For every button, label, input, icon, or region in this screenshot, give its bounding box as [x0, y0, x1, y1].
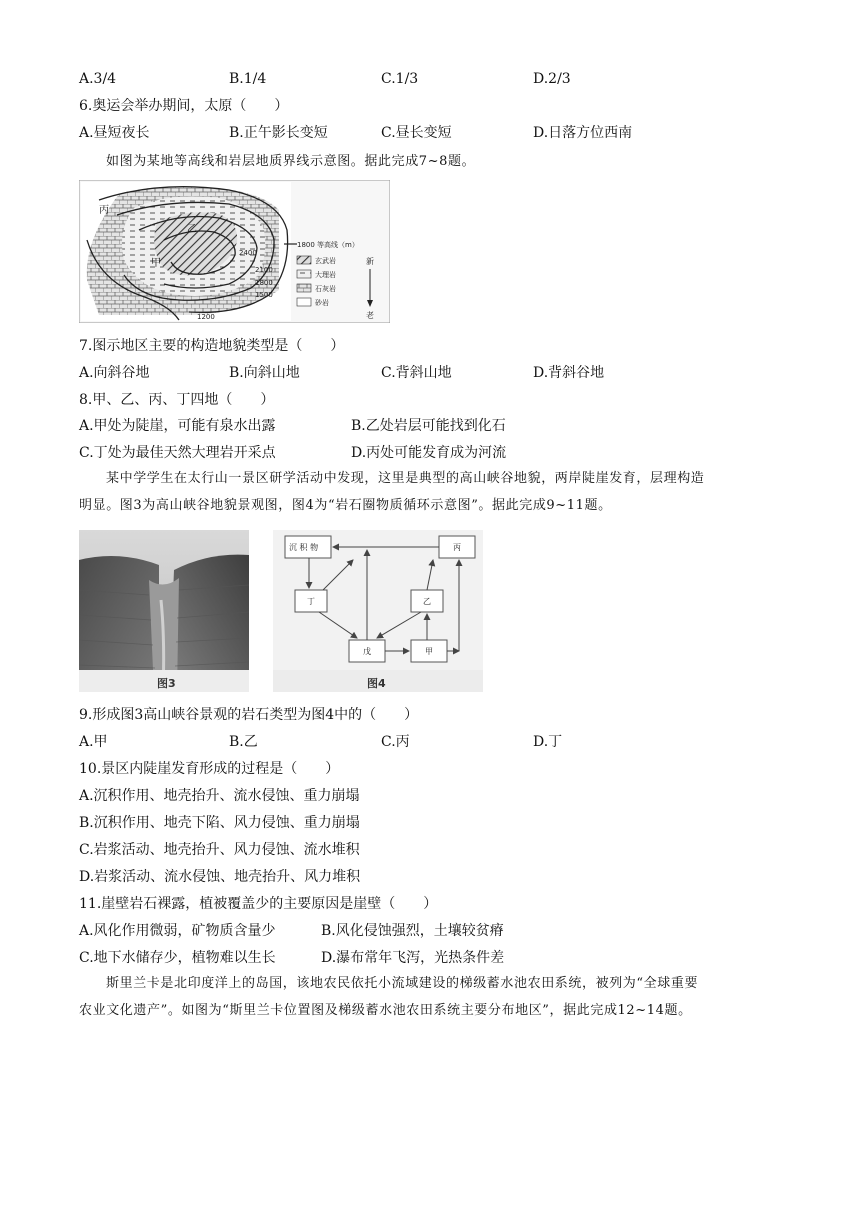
figure-4-rock-cycle — [273, 530, 483, 692]
q7-option-a: A.向斜谷地 — [79, 365, 150, 381]
q6-option-a: A.昼短夜长 — [79, 125, 150, 141]
q6-option-c: C.昼长变短 — [381, 125, 452, 141]
box-bing-label: 丙 — [453, 543, 461, 552]
q10-option-a: A.沉积作用、地壳抬升、流水侵蚀、重力崩塌 — [79, 788, 360, 804]
q7-option-c: C.背斜山地 — [381, 365, 452, 381]
q8-stem: 8.甲、乙、丙、丁四地（ ） — [79, 392, 275, 408]
q7-option-b: B.向斜山地 — [229, 365, 300, 381]
q10-option-c: C.岩浆活动、地壳抬升、风力侵蚀、流水堆积 — [79, 842, 360, 858]
canyon-photo — [79, 530, 249, 692]
q6-stem: 6.奥运会举办期间，太原（ ） — [79, 98, 289, 114]
legend-basalt: 玄武岩 — [315, 257, 336, 265]
contour-label-1800: 1800 — [255, 279, 273, 287]
map-label-yi: 乙 — [187, 224, 197, 235]
q8-option-a: A.甲处为陡崖，可能有泉水出露 — [79, 418, 276, 434]
box-yi-label: 乙 — [423, 597, 431, 606]
q10-option-d: D.岩浆活动、流水侵蚀、地壳抬升、风力堆积 — [79, 869, 361, 885]
intro-9-11-line1: 某中学学生在太行山一景区研学活动中发现，这里是典型的高山峡谷地貌，两岸陡崖发育，层理构造 — [106, 471, 705, 486]
q11-option-c: C.地下水储存少，植物难以生长 — [79, 950, 276, 966]
box-wu-label: 戊 — [363, 647, 371, 656]
q11-option-d: D.瀑布常年飞泻，光热条件差 — [321, 950, 505, 966]
box-ding-label: 丁 — [307, 597, 315, 606]
figure-3-caption: 图3 — [157, 677, 176, 690]
contour-label-2100: 2100 — [255, 266, 273, 274]
q8-option-c: C.丁处为最佳天然大理岩开采点 — [79, 445, 276, 461]
q9-option-c: C.丙 — [381, 734, 410, 750]
legend-sandstone: 砂岩 — [315, 299, 329, 307]
intro-7-8: 如图为某地等高线和岩层地质界线示意图。据此完成7~8题。 — [106, 154, 476, 169]
box-jia-label: 甲 — [425, 647, 433, 656]
q10-option-b: B.沉积作用、地壳下陷、风力侵蚀、重力崩塌 — [79, 815, 360, 831]
q8-option-b: B.乙处岩层可能找到化石 — [351, 418, 506, 434]
contour-geology-svg — [79, 180, 390, 323]
q11-stem: 11.崖壁岩石裸露，植被覆盖少的主要原因是崖壁（ ） — [79, 896, 438, 912]
figure-3 — [79, 530, 249, 692]
q5-option-d: D.2/3 — [533, 71, 571, 87]
legend-contour: 1800 等高线（m） — [297, 241, 359, 249]
q5-option-c: C.1/3 — [381, 71, 419, 87]
q11-option-a: A.风化作用微弱，矿物质含量少 — [79, 923, 276, 939]
contour-label-2400: 2400 — [239, 249, 257, 257]
q6-option-b: B.正午影长变短 — [229, 125, 328, 141]
intro-9-11-line2: 明显。图3为高山峡谷地貌景观图，图4为“岩石圈物质循环示意图”。据此完成9~11题。 — [79, 498, 612, 513]
q6-option-d: D.日落方位西南 — [533, 125, 633, 141]
legend-age-old: 老 — [366, 311, 374, 320]
q9-stem: 9.形成图3高山峡谷景观的岩石类型为图4中的（ ） — [79, 707, 419, 723]
map-label-jia: 甲 — [151, 258, 161, 269]
legend-limestone: 石灰岩 — [315, 285, 336, 293]
box-sediment-label: 沉 积 物 — [289, 543, 319, 552]
q8-option-d: D.丙处可能发育成为河流 — [351, 445, 507, 461]
q10-stem: 10.景区内陡崖发育形成的过程是（ ） — [79, 761, 340, 777]
rock-cycle-svg — [273, 530, 483, 692]
map-label-bing: 丙 — [99, 205, 109, 216]
q9-option-d: D.丁 — [533, 734, 563, 750]
q7-option-d: D.背斜谷地 — [533, 365, 605, 381]
q7-stem: 7.图示地区主要的构造地貌类型是（ ） — [79, 338, 345, 354]
q5-option-b: B.1/4 — [229, 71, 267, 87]
q5-option-a: A.3/4 — [79, 71, 117, 87]
figure-4-caption: 图4 — [367, 677, 386, 690]
q11-option-b: B.风化侵蚀强烈，土壤较贫瘠 — [321, 923, 504, 939]
q9-option-a: A.甲 — [79, 734, 108, 750]
q9-option-b: B.乙 — [229, 734, 258, 750]
contour-label-1500: 1500 — [255, 291, 273, 299]
intro-12-14-line2: 农业文化遗产”。如图为“斯里兰卡位置图及梯级蓄水池农田系统主要分布地区”，据此完成12~14题。 — [79, 1003, 692, 1018]
contour-label-1200: 1200 — [197, 313, 215, 321]
legend-age-new: 新 — [366, 257, 374, 266]
legend-marble: 大理岩 — [315, 271, 336, 279]
contour-geology-figure — [79, 180, 390, 323]
intro-12-14-line1: 斯里兰卡是北印度洋上的岛国，该地农民依托小流域建设的梯级蓄水池农田系统，被列为“全球重要 — [106, 976, 699, 991]
